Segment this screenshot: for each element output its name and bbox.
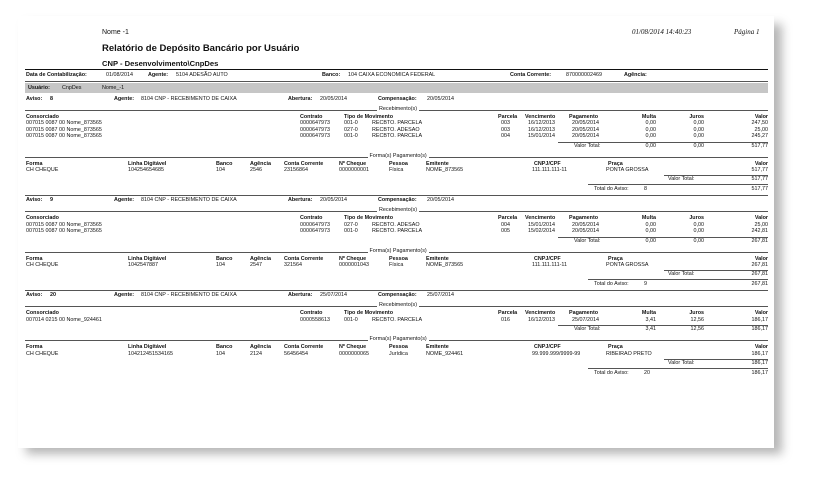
rec-pagamento: 20/05/2014 xyxy=(572,133,599,140)
aviso-20-aviso-total-line xyxy=(588,368,768,369)
col-linha: Linha Digitável xyxy=(128,344,167,351)
col-contrato: Contrato xyxy=(300,114,323,120)
pag-cheque: 0000000001 xyxy=(339,167,369,173)
pag-valor: 186,17 xyxy=(751,350,768,357)
aviso-9-abertura: 20/05/2014 xyxy=(320,197,347,204)
pag-conta: 56456454 xyxy=(284,350,308,357)
rec-valor: 247,50 xyxy=(751,120,768,127)
aviso-9-label: Aviso: xyxy=(26,197,43,204)
rec-consorciado: 007015 0087 00 Nome_873565 xyxy=(26,228,102,235)
rec-juros: 0,00 xyxy=(693,228,704,235)
rec-multa: 3,41 xyxy=(645,316,656,323)
rec-contrato: 0000647973 xyxy=(300,120,330,127)
col-contrato: Contrato xyxy=(300,310,323,317)
col-valor-pag: Valor xyxy=(754,344,768,351)
filters-divider xyxy=(25,81,768,82)
aviso-8-number: 8 xyxy=(50,96,53,102)
rec-tipo-cod: 027-0 xyxy=(344,221,358,228)
col-cheque: Nº Cheque xyxy=(339,255,367,262)
rec-consorciado: 007015 0087 00 Nome_873565 xyxy=(26,133,102,140)
col-tipo: Tipo de Movimento xyxy=(344,215,394,222)
aviso-9-rec-total-multa: 0,00 xyxy=(645,237,656,244)
col-agencia: Agência xyxy=(250,160,271,167)
rec-contrato: 0000647973 xyxy=(300,221,330,228)
col-linha: Linha Digitável xyxy=(128,160,167,167)
contab-row xyxy=(26,73,87,78)
aviso-20-total-aviso-valor: 186,17 xyxy=(751,370,768,376)
aviso-8-formas-title: Forma(s) Pagamento(s) xyxy=(369,152,427,159)
aviso-8-abertura-label: Abertura: xyxy=(288,96,313,102)
rec-multa: 0,00 xyxy=(645,126,656,133)
aviso-20-compensacao-label: Compensação: xyxy=(378,292,417,299)
pag-banco: 104 xyxy=(216,350,225,357)
col-linha: Linha Digitável xyxy=(128,255,167,262)
col-vencimento: Vencimento xyxy=(525,310,556,317)
report-name: Nome -1 xyxy=(102,29,129,36)
aviso-8-abertura: 20/05/2014 xyxy=(320,96,347,102)
rec-consorciado: 007015 0087 00 Nome_873565 xyxy=(26,120,102,127)
agent-label: Agente: xyxy=(148,72,169,78)
col-emitente: Emitente xyxy=(426,160,449,167)
user-value: CnpDes xyxy=(62,85,82,91)
col-agencia: Agência xyxy=(250,344,271,351)
rec-tipo: RECBTO. ADESAO xyxy=(372,126,420,133)
rec-tipo-cod: 001-0 xyxy=(344,228,358,235)
rec-parcela: 004 xyxy=(501,221,510,228)
pag-praca: PONTA GROSSA xyxy=(606,262,649,268)
rec-juros: 0,00 xyxy=(693,126,704,133)
rec-multa: 0,00 xyxy=(645,221,656,228)
col-valor: Valor xyxy=(754,310,768,317)
col-valor: Valor xyxy=(754,215,768,222)
col-praca: Praça xyxy=(608,160,623,167)
pag-banco: 104 xyxy=(216,167,225,173)
col-forma: Forma xyxy=(26,344,43,351)
rec-valor: 25,00 xyxy=(754,126,768,133)
aviso-9-rec-total-label: Valor Total: xyxy=(574,237,601,244)
aviso-8-rec-total-juros: 0,00 xyxy=(693,142,704,149)
pag-pessoa: Física xyxy=(389,167,404,173)
col-consorciado: Consorciado xyxy=(26,114,59,120)
col-emitente: Emitente xyxy=(426,344,449,351)
aviso-8-agent: 8104 CNP - RECEBIMENTO DE CAIXA xyxy=(141,96,237,102)
col-juros: Juros xyxy=(689,114,704,120)
rec-pagamento: 20/05/2014 xyxy=(572,228,599,235)
rec-tipo-cod: 001-0 xyxy=(344,120,358,127)
pag-emitente: NOME_873565 xyxy=(426,167,464,173)
col-cnpj: CNPJ/CPF xyxy=(534,255,561,262)
contab-date-label: Data de Contabilização: xyxy=(26,72,87,78)
pag-linha: 104254654685 xyxy=(128,167,164,173)
aviso-20-rec-total-juros: 12,56 xyxy=(690,326,704,333)
bank-label: Banco: xyxy=(322,72,341,78)
col-juros: Juros xyxy=(689,310,704,317)
col-cnpj: CNPJ/CPF xyxy=(534,344,561,351)
aviso-9-pag-total-valor: 267,81 xyxy=(751,271,768,278)
rec-parcela: 003 xyxy=(501,126,510,133)
user-band xyxy=(25,83,768,93)
rec-contrato: 0000647973 xyxy=(300,228,330,235)
aviso-20-compensacao: 25/07/2014 xyxy=(427,292,454,299)
col-forma: Forma xyxy=(26,160,43,167)
rec-contrato: 0000647973 xyxy=(300,126,330,133)
aviso-20-rec-total-valor: 186,17 xyxy=(751,326,768,333)
rec-tipo: RECBTO. PARCELA xyxy=(372,133,423,140)
col-conta: Conta Corrente xyxy=(284,160,324,167)
col-multa: Multa xyxy=(641,310,656,317)
aviso-8-pag-total-valor: 517,77 xyxy=(751,176,768,183)
aviso-9-compensacao-label: Compensação: xyxy=(378,197,417,204)
aviso-8-separator xyxy=(25,195,768,196)
col-pessoa: Pessoa xyxy=(389,344,408,351)
aviso-9-compensacao: 20/05/2014 xyxy=(427,197,454,204)
pag-cnpj: 111.111.111-11 xyxy=(532,262,567,268)
col-tipo: Tipo de Movimento xyxy=(344,310,394,317)
rec-pagamento: 20/05/2014 xyxy=(572,120,599,127)
col-multa: Multa xyxy=(641,114,656,120)
aviso-20-pag-total-valor: 186,17 xyxy=(751,360,768,366)
rec-vencimento: 15/01/2014 xyxy=(528,133,555,140)
pag-forma: CH CHEQUE xyxy=(26,262,59,268)
pag-cnpj: 99.999.999/9999-99 xyxy=(532,350,581,357)
rec-vencimento: 16/12/2013 xyxy=(528,126,555,133)
pag-banco: 104 xyxy=(216,262,225,268)
col-praca: Praça xyxy=(608,255,623,262)
environment-label: CNP - Desenvolvimento\CnpDes xyxy=(102,59,219,68)
col-valor-pag: Valor xyxy=(754,160,768,167)
aviso-20-total-aviso-number: 20 xyxy=(644,370,650,376)
rec-tipo: RECBTO. PARCELA xyxy=(372,316,423,323)
rec-multa: 0,00 xyxy=(645,133,656,140)
col-vencimento: Vencimento xyxy=(525,215,556,222)
aviso-8-pag-total-label: Valor Total: xyxy=(668,176,695,183)
aviso-20-agent: 8104 CNP - RECEBIMENTO DE CAIXA xyxy=(141,292,237,299)
aviso-8-total-aviso-number: 8 xyxy=(644,186,647,193)
aviso-9-agent-label: Agente: xyxy=(114,197,135,204)
pag-agencia: 2546 xyxy=(250,167,262,173)
rec-parcela: 005 xyxy=(501,228,510,235)
rec-tipo-cod: 027-0 xyxy=(344,126,358,133)
account-label: Conta Corrente: xyxy=(510,72,552,78)
aviso-9-total-aviso-number: 9 xyxy=(644,281,647,288)
col-pessoa: Pessoa xyxy=(389,160,408,167)
rec-multa: 0,00 xyxy=(645,228,656,235)
col-banco: Banco xyxy=(216,160,233,167)
aviso-9-abertura-label: Abertura: xyxy=(288,197,313,204)
report-title: Relatório de Depósito Bancário por Usuário xyxy=(102,43,300,54)
rec-consorciado: 007015 0087 00 Nome_873565 xyxy=(26,126,102,133)
aviso-8-total-aviso-valor: 517,77 xyxy=(751,186,768,193)
col-valor: Valor xyxy=(754,114,768,120)
rec-tipo: RECBTO. ADESAO xyxy=(372,221,420,228)
aviso-8-compensacao: 20/05/2014 xyxy=(427,96,454,102)
pag-forma: CH CHEQUE xyxy=(26,350,59,357)
col-conta: Conta Corrente xyxy=(284,344,324,351)
rec-contrato: 0000647973 xyxy=(300,133,330,140)
rec-tipo: RECBTO. PARCELA xyxy=(372,228,423,235)
rec-juros: 12,56 xyxy=(690,316,704,323)
pag-conta: 23156864 xyxy=(284,167,308,173)
aviso-8-label: Aviso: xyxy=(26,96,43,102)
col-pagamento: Pagamento xyxy=(569,215,599,222)
bank-value: 104 CAIXA ECONOMICA FEDERAL xyxy=(348,72,436,78)
aviso-9-number: 9 xyxy=(50,197,53,204)
col-juros: Juros xyxy=(689,215,704,222)
col-conta: Conta Corrente xyxy=(284,255,324,262)
col-multa: Multa xyxy=(641,215,656,222)
col-vencimento: Vencimento xyxy=(525,114,556,120)
rec-tipo-cod: 001-0 xyxy=(344,316,358,323)
user-name: Nome_-1 xyxy=(102,85,125,91)
rec-tipo-cod: 001-0 xyxy=(344,133,358,140)
rec-consorciado: 007015 0087 00 Nome_873565 xyxy=(26,221,102,228)
aviso-9-total-aviso-label: Total do Aviso: xyxy=(594,281,629,288)
pag-cheque: 0000001043 xyxy=(339,262,369,268)
rec-juros: 0,00 xyxy=(693,221,704,228)
col-forma: Forma xyxy=(26,255,43,262)
pag-emitente: NOME_873565 xyxy=(426,262,464,268)
col-emitente: Emitente xyxy=(426,255,449,262)
col-banco: Banco xyxy=(216,255,233,262)
rec-parcela: 016 xyxy=(501,316,510,323)
aviso-20-rec-total-multa: 3,41 xyxy=(645,326,656,333)
pag-linha: 104212451534165 xyxy=(128,350,173,357)
rec-parcela: 004 xyxy=(501,133,510,140)
aviso-8-rec-total-valor: 517,77 xyxy=(751,142,768,149)
aviso-9-separator xyxy=(25,290,768,291)
pag-agencia: 2124 xyxy=(250,350,262,357)
report-page xyxy=(18,16,774,448)
pag-linha: 1042547887 xyxy=(128,262,158,268)
col-valor-pag: Valor xyxy=(754,255,768,262)
pag-cheque: 0000000065 xyxy=(339,350,369,357)
aviso-20-formas-title: Forma(s) Pagamento(s) xyxy=(369,336,427,343)
col-parcela: Parcela xyxy=(498,114,518,120)
rec-valor: 25,00 xyxy=(754,221,768,228)
aviso-8-aviso-total-line xyxy=(588,184,768,185)
aviso-9-agent: 8104 CNP - RECEBIMENTO DE CAIXA xyxy=(141,197,237,204)
aviso-20-agent-label: Agente: xyxy=(114,292,135,299)
aviso-9-formas-title: Forma(s) Pagamento(s) xyxy=(369,247,427,254)
aviso-20-abertura-label: Abertura: xyxy=(288,292,313,299)
aviso-8-rec-total-label: Valor Total: xyxy=(574,142,601,149)
pag-emitente: NOME_924461 xyxy=(426,350,464,357)
aviso-9-pag-total-label: Valor Total: xyxy=(668,271,695,278)
aviso-8-agent-label: Agente: xyxy=(114,96,135,102)
pag-valor: 517,77 xyxy=(751,167,768,173)
rec-pagamento: 20/05/2014 xyxy=(572,221,599,228)
rec-consorciado: 007014 0215 00 Nome_924461 xyxy=(26,316,102,323)
aviso-8-total-aviso-label: Total do Aviso: xyxy=(594,186,629,193)
col-cheque: Nº Cheque xyxy=(339,344,367,351)
col-pessoa: Pessoa xyxy=(389,255,408,262)
rec-vencimento: 15/02/2014 xyxy=(528,228,555,235)
aviso-20-recebimentos-title: Recebimento(s) xyxy=(379,302,418,309)
contab-date-value: 01/08/2014 xyxy=(106,72,133,78)
col-pagamento: Pagamento xyxy=(569,310,599,317)
rec-vencimento: 15/01/2014 xyxy=(528,221,555,228)
aviso-9-total-aviso-valor: 267,81 xyxy=(751,281,768,288)
pag-conta: 321564 xyxy=(284,262,302,268)
print-timestamp: 01/08/2014 14:40:23 xyxy=(632,28,692,36)
aviso-8-compensacao-label: Compensação: xyxy=(378,96,417,102)
col-tipo: Tipo de Movimento xyxy=(344,114,394,120)
aviso-20-pag-total-label: Valor Total: xyxy=(668,360,695,366)
col-contrato: Contrato xyxy=(300,215,323,222)
rec-contrato: 0000558613 xyxy=(300,316,330,323)
account-value: 870000002469 xyxy=(566,72,602,78)
aviso-8-rec-total-multa: 0,00 xyxy=(645,142,656,149)
agent-value: 5104 ADESÃO AUTO xyxy=(176,72,228,78)
rec-valor: 245,27 xyxy=(751,133,768,140)
rec-vencimento: 16/12/2013 xyxy=(528,120,555,127)
rec-pagamento: 25/07/2014 xyxy=(572,316,599,323)
rec-valor: 186,17 xyxy=(751,316,768,323)
rec-parcela: 003 xyxy=(501,120,510,127)
rec-pagamento: 20/05/2014 xyxy=(572,126,599,133)
pag-valor: 267,81 xyxy=(751,262,768,268)
col-parcela: Parcela xyxy=(498,215,518,222)
aviso-9-aviso-total-line xyxy=(588,279,768,280)
pag-praca: RIBEIRAO PRETO xyxy=(606,350,652,357)
rec-juros: 0,00 xyxy=(693,120,704,127)
col-consorciado: Consorciado xyxy=(26,215,59,222)
rec-valor: 242,81 xyxy=(751,228,768,235)
col-banco: Banco xyxy=(216,344,233,351)
col-cnpj: CNPJ/CPF xyxy=(534,160,561,167)
aviso-20-label: Aviso: xyxy=(26,292,43,299)
agency-label: Agência: xyxy=(624,72,647,78)
user-label: Usuário: xyxy=(28,85,50,91)
aviso-20-abertura: 25/07/2014 xyxy=(320,292,347,299)
pag-agencia: 2547 xyxy=(250,262,262,268)
header-divider xyxy=(25,69,768,70)
aviso-9-rec-total-valor: 267,81 xyxy=(751,237,768,244)
aviso-9-recebimentos-title: Recebimento(s) xyxy=(379,207,418,214)
col-agencia: Agência xyxy=(250,255,271,262)
col-consorciado: Consorciado xyxy=(26,310,59,317)
aviso-20-rec-total-label: Valor Total: xyxy=(574,326,601,333)
col-pagamento: Pagamento xyxy=(569,114,599,120)
rec-tipo: RECBTO. PARCELA xyxy=(372,120,423,127)
aviso-20-total-aviso-label: Total do Aviso: xyxy=(594,370,629,376)
rec-vencimento: 16/12/2013 xyxy=(528,316,555,323)
page-number: Página 1 xyxy=(734,28,760,36)
col-parcela: Parcela xyxy=(498,310,518,317)
rec-multa: 0,00 xyxy=(645,120,656,127)
aviso-20-number: 20 xyxy=(50,292,56,299)
col-cheque: Nº Cheque xyxy=(339,160,367,167)
pag-praca: PONTA GROSSA xyxy=(606,167,649,173)
aviso-9-rec-total-juros: 0,00 xyxy=(693,237,704,244)
rec-juros: 0,00 xyxy=(693,133,704,140)
pag-forma: CH CHEQUE xyxy=(26,167,59,173)
pag-pessoa: Física xyxy=(389,262,404,268)
pag-pessoa: Jurídica xyxy=(389,350,408,357)
aviso-8-recebimentos-title: Recebimento(s) xyxy=(379,106,418,112)
pag-cnpj: 111.111.111-11 xyxy=(532,167,567,173)
col-praca: Praça xyxy=(608,344,623,351)
